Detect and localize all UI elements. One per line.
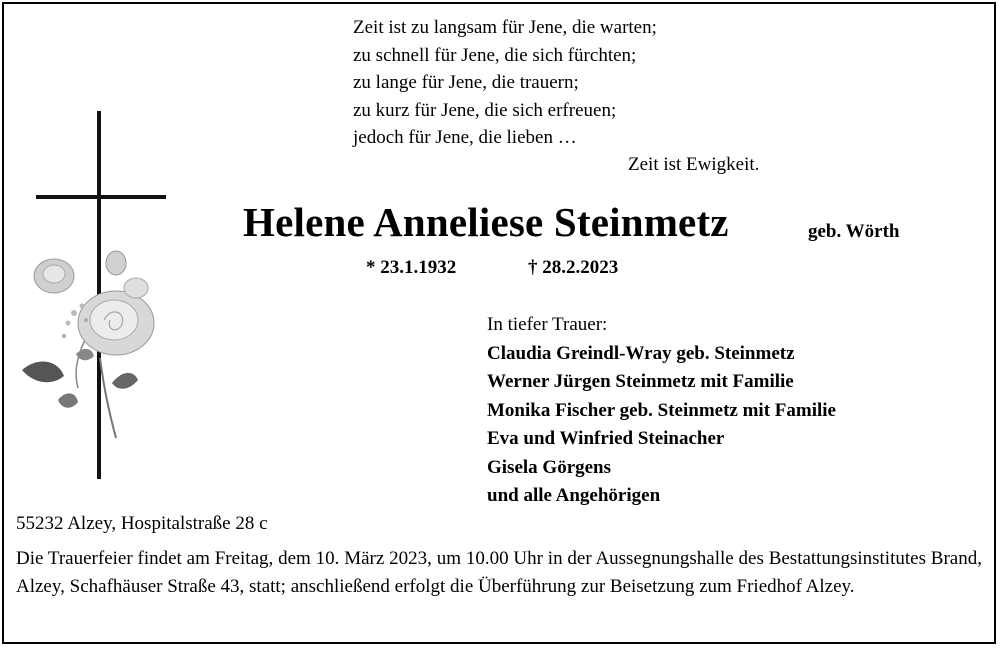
poem-closing: Zeit ist Ewigkeit. (628, 154, 760, 175)
mourners-intro: In tiefer Trauer: (487, 314, 608, 335)
mourner-name: Eva und Winfried Steinacher (487, 428, 725, 449)
rose-icon (22, 251, 154, 438)
mourner-name: und alle Angehörigen (487, 485, 661, 506)
death-date: † 28.2.2023 (528, 257, 619, 278)
birth-date: * 23.1.1932 (366, 257, 457, 278)
funeral-notice: Die Trauerfeier findet am Freitag, dem 10. März 2023, um 10.00 Uhr in der Aussegnungshalle des Bestattungsinstitutes Brand, Alzey, Schafhäuser Straße 43, statt; anschließend erfolgt die Überführung zur Beisetzung zum Friedhof Alzey. (16, 548, 982, 597)
mourners-list (487, 311, 836, 511)
poem-line: Zeit ist zu langsam für Jene, die warten; (353, 17, 657, 38)
deceased-name: Helene Anneliese Steinmetz (243, 199, 729, 245)
poem-line: jedoch für Jene, die lieben … (353, 127, 577, 148)
mourner-name: Gisela Görgens (487, 456, 612, 478)
poem-line: zu lange für Jene, die trauern; (353, 72, 579, 93)
poem (353, 14, 657, 152)
mourner-name: Werner Jürgen Steinmetz mit Familie (487, 371, 794, 392)
poem-line: zu schnell für Jene, die sich fürchten; (353, 44, 637, 66)
address: 55232 Alzey, Hospitalstraße 28 c (16, 513, 268, 534)
birth-name: geb. Wörth (808, 221, 900, 242)
mourner-name: Claudia Greindl-Wray geb. Steinmetz (487, 342, 795, 364)
mourner-name: Monika Fischer geb. Steinmetz mit Familie (487, 399, 836, 421)
poem-line: zu kurz für Jene, die sich erfreuen; (353, 99, 617, 121)
cross-with-rose-illustration (16, 108, 176, 483)
